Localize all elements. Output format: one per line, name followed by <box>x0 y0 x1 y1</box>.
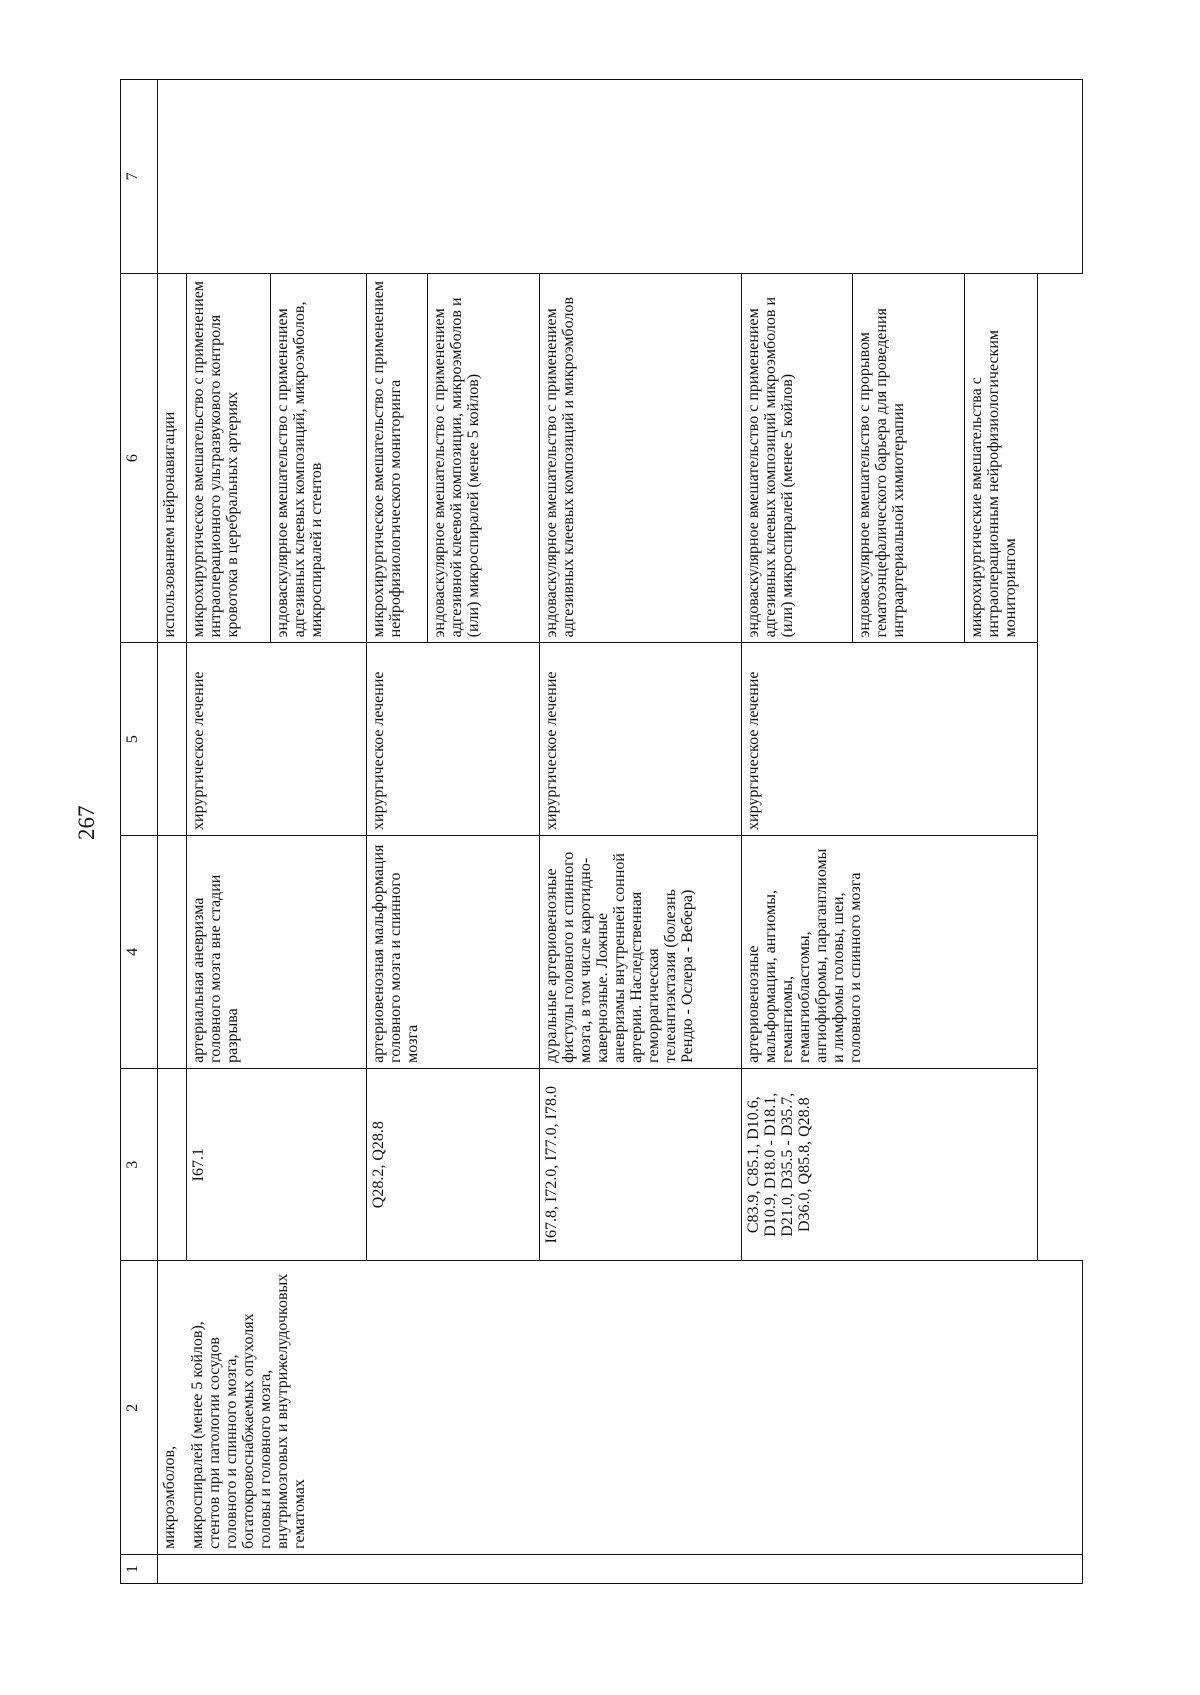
header-col-7: 7 <box>121 80 158 274</box>
method: эндоваскулярное вмешательство с прорывом гематоэнцефалического барьера для проведения интраартериальной химиотерапии <box>853 273 965 643</box>
header-col-2: 2 <box>121 1261 158 1554</box>
table-row <box>157 80 186 1584</box>
header-col-3: 3 <box>121 1068 158 1261</box>
header-row <box>121 80 158 1584</box>
table-row <box>186 80 270 1584</box>
cell-col1 <box>157 1554 1082 1583</box>
cell-empty <box>157 643 186 836</box>
method-continuation: использованием нейронавигации <box>157 273 186 643</box>
icd-code: I67.8, I72.0, I77.0, I78.0 <box>539 1068 741 1261</box>
header-col-1: 1 <box>121 1554 158 1583</box>
diagnosis: дуральные артериовенозные фистулы головного и спинного мозга, в том числе каротидно-кавернозные. Ложные аневризмы внутренней сонной артерии. Наследственная геморрагическая телеангиэктазия (болезнь Рендю - Ослера - Вебера) <box>539 835 741 1068</box>
icd-code: I67.1 <box>186 1068 366 1261</box>
treatment-type: хирургическое лечение <box>539 643 741 836</box>
method: эндоваскулярное вмешательство с применением адгезивных клеевых композиций, микроэмболов, микроспиралей и стентов <box>270 273 366 643</box>
treatment-type: хирургическое лечение <box>367 643 540 836</box>
header-col-5: 5 <box>121 643 158 836</box>
header-col-4: 4 <box>121 835 158 1068</box>
page-number: 267 <box>74 805 99 840</box>
diagnosis: артериовенозные мальформации, ангиомы, гемангиомы, гемангиобластомы, ангиофибромы, параганглиомы и лимфомы головы, шеи, головного и спинного мозга <box>741 835 1038 1068</box>
header-col-6: 6 <box>121 273 158 643</box>
treatment-type: хирургическое лечение <box>186 643 366 836</box>
icd-code: C83.9, C85.1, D10.6, D10.9, D18.0 - D18.1, D21.0, D35.5 - D35.7, D36.0, Q85.8, Q28.8 <box>741 1068 1038 1261</box>
cell-empty <box>1038 643 1083 836</box>
cell-col7 <box>157 80 1082 274</box>
diagnosis: артериовенозная мальформация головного мозга и спинного мозга <box>367 835 540 1068</box>
diagnosis: артериальная аневризма головного мозга вне стадии разрыва <box>186 835 366 1068</box>
col2-continuation-line: микроэмболов, <box>157 1261 186 1554</box>
method: эндоваскулярное вмешательство с применением адгезивных клеевых композиций и микроэмболов <box>539 273 741 643</box>
method: микрохирургическое вмешательство с применением интраоперационного ультразвукового контроля кровотока в церебральных артериях <box>186 273 270 643</box>
cell-empty <box>1038 1068 1083 1261</box>
rotated-table-container <box>120 79 1083 1584</box>
method: эндоваскулярное вмешательство с применением адгезивных клеевых композиций микроэмболов и (или) микроспиралей (менее 5 койлов) <box>741 273 853 643</box>
procedures-table <box>120 79 1083 1584</box>
group-description: микроспиралей (менее 5 койлов), стентов при патологии сосудов головного и спинного мозга, богатокровоснабжаемых опухолях головы и головного мозга, внутримозговых и внутрижелудочковых гематомах <box>186 1261 1082 1554</box>
method: микрохирургические вмешательства с интраоперационным нейрофизиологическим мониторингом <box>964 273 1038 643</box>
method: микрохирургическое вмешательство с применением нейрофизиологического мониторинга <box>367 273 428 643</box>
cell-empty <box>1038 835 1083 1068</box>
cell-empty <box>1038 273 1083 643</box>
cell-empty <box>157 1068 186 1261</box>
treatment-type: хирургическое лечение <box>741 643 1038 836</box>
method: эндоваскулярное вмешательство с применением адгезивной клеевой композиции, микроэмболов и (или) микроспиралей (менее 5 койлов) <box>428 273 540 643</box>
icd-code: Q28.2, Q28.8 <box>367 1068 540 1261</box>
cell-empty <box>157 835 186 1068</box>
